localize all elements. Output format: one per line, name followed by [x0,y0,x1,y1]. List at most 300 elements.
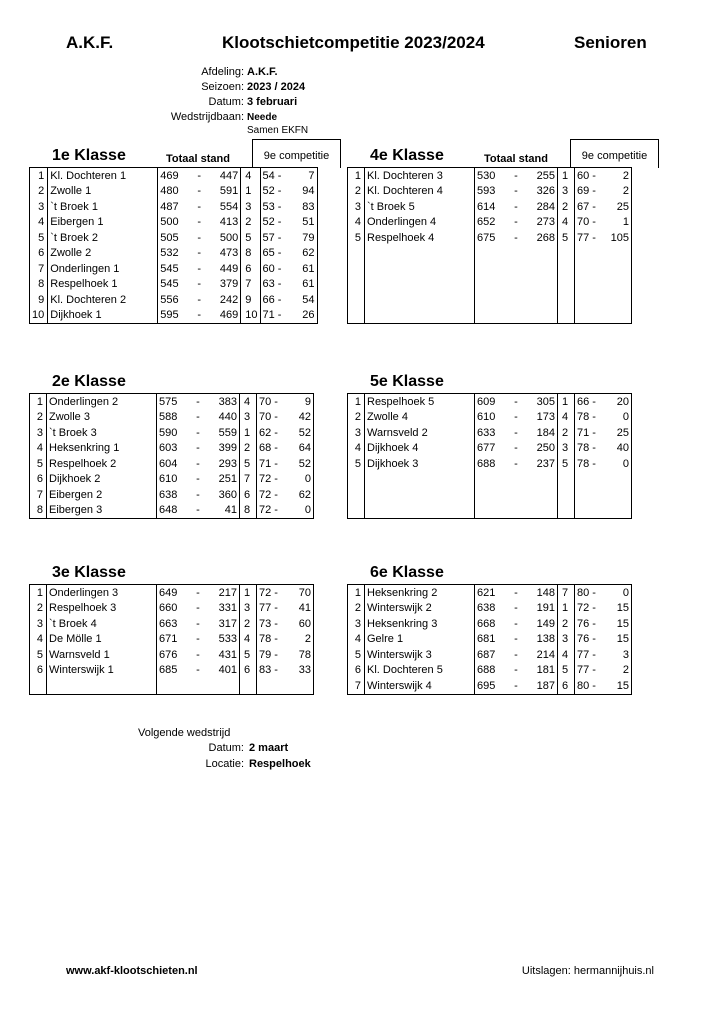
team-name-cell: De Mölle 1 [47,632,157,648]
total-sep-cell: - [196,586,200,599]
comp-for-cell: 78 - [259,633,278,646]
table-row [348,425,632,441]
comp-against-cell: 40 [605,441,632,457]
comp-against-cell: 25 [605,199,632,215]
table-row [348,503,632,519]
comp-rank-cell: 4 [558,410,575,426]
table-row [30,261,318,277]
team-name-cell [365,292,475,308]
team-name-cell: Eibergen 1 [48,215,158,231]
comp-against-cell: 60 [287,616,314,632]
comp-against-cell: 0 [605,585,632,601]
comp-for-cell: 57 - [262,231,282,244]
comp-for-cell: 52 - [262,216,282,229]
total-against-cell: 191 [522,601,558,617]
total-sep-cell: - [197,262,202,275]
comp-for-cell [575,472,606,488]
comp-against-cell [605,503,632,519]
table-row [348,308,632,324]
comp-for-cell: 63 - [262,278,282,291]
table-row [30,585,314,601]
team-name-cell: Zwolle 1 [48,184,158,200]
total-against-cell: 326 [522,184,558,200]
total-against-cell: 187 [522,678,558,694]
total-for-cell: 621 [477,586,496,599]
rank-cell: 2 [348,410,365,426]
total-against-cell: 500 [205,230,241,246]
table-row [348,601,632,617]
rank-cell: 1 [30,168,48,184]
total-sep-cell: - [196,617,200,630]
comp-against-cell: 94 [291,184,318,200]
table-row [30,184,318,200]
total-against-cell [522,487,558,503]
rank-cell: 5 [30,230,48,246]
comp-for-cell: 77 - [577,648,596,661]
total-sep-cell: - [514,442,518,455]
klasse-title: 3e Klasse [52,564,126,581]
team-name-cell: Onderlingen 1 [48,261,158,277]
comp-rank-cell: 2 [241,215,260,231]
total-sep-cell: - [196,473,200,486]
comp-against-cell: 2 [605,663,632,679]
rank-cell: 5 [30,456,47,472]
comp-against-cell: 62 [291,246,318,262]
comp-rank-cell [240,678,257,694]
comp-for-cell: 70 - [259,411,278,424]
table-row [30,647,314,663]
comp-for-cell: 77 - [259,602,278,615]
next-location: Respelhoek [249,758,311,770]
comp-rank-cell: 2 [240,616,257,632]
total-for-cell: 648 [159,504,178,517]
rank-cell: 9 [30,292,48,308]
comp-rank-cell: 6 [240,487,257,503]
rank-cell [348,487,365,503]
total-for-cell: 688 [477,664,496,677]
total-against-cell: 413 [205,215,241,231]
comp-rank-cell: 5 [558,230,575,246]
total-sep-cell: - [514,457,518,470]
comp-rank-cell: 3 [558,632,575,648]
rank-cell: 8 [30,277,48,293]
table-row [30,487,314,503]
comp-against-cell: 15 [605,678,632,694]
total-for-cell: 610 [477,411,496,424]
comp-rank-cell: 7 [558,585,575,601]
total-for-cell: 480 [160,185,179,198]
comp-for-cell: 79 - [259,648,278,661]
rank-cell: 1 [30,585,47,601]
team-name-cell: Dijkhoek 2 [47,472,157,488]
total-against-cell: 293 [204,456,240,472]
total-for-cell: 530 [477,169,496,182]
competitie-header: 9e competitie [570,139,659,168]
info-value: 3 februari [247,96,298,108]
total-against-cell [204,678,240,694]
comp-rank-cell [558,277,575,293]
total-sep-cell [510,292,522,308]
comp-against-cell [605,487,632,503]
comp-for-cell: 73 - [259,617,278,630]
table-row [30,215,318,231]
team-name-cell [47,678,157,694]
total-sep-cell: - [514,169,518,182]
klasse-title: 5e Klasse [370,373,444,390]
total-sep-cell: - [514,426,518,439]
total-sep-cell: - [196,504,200,517]
category-title: Senioren [574,33,647,52]
website-link[interactable]: www.akf-klootschieten.nl [66,965,198,977]
table-row [30,246,318,262]
table-row [30,678,314,694]
comp-for-cell: 72 - [259,473,278,486]
total-for-cell: 593 [477,185,496,198]
table-row [30,456,314,472]
rank-cell: 2 [30,184,48,200]
comp-rank-cell: 7 [241,277,260,293]
table-row [30,425,314,441]
comp-for-cell: 69 - [577,185,596,198]
total-against-cell: 447 [205,168,241,184]
team-name-cell: Zwolle 2 [48,246,158,262]
total-against-cell: 379 [205,277,241,293]
table-row [348,678,632,694]
comp-for-cell: 67 - [577,200,596,213]
total-for-cell: 687 [477,648,496,661]
total-for-cell: 660 [159,602,178,615]
comp-rank-cell [558,487,575,503]
comp-against-cell: 42 [287,410,314,426]
total-for-cell: 487 [160,200,179,213]
next-match-title: Volgende wedstrijd [138,727,231,739]
comp-for-cell [575,261,606,277]
total-against-cell: 284 [522,199,558,215]
total-against-cell: 401 [204,663,240,679]
table-row [348,616,632,632]
totaal-stand-header: Totaal stand [166,153,230,165]
table-row [348,277,632,293]
comp-against-cell: 105 [605,230,632,246]
total-sep-cell: - [196,648,200,661]
team-name-cell: `t Broek 2 [48,230,158,246]
total-sep-cell: - [514,617,518,630]
rank-cell [348,292,365,308]
rank-cell: 4 [348,632,365,648]
total-sep-cell: - [197,231,202,244]
team-name-cell: Warnsveld 1 [47,647,157,663]
total-for-cell: 500 [160,216,179,229]
comp-against-cell [287,678,314,694]
comp-rank-cell: 5 [241,230,260,246]
standings-table [347,584,632,695]
total-for-cell: 469 [160,169,179,182]
total-sep-cell: - [197,200,202,213]
comp-against-cell: 33 [287,663,314,679]
team-name-cell: Respelhoek 1 [48,277,158,293]
comp-rank-cell: 1 [241,184,260,200]
comp-for-cell: 78 - [577,457,596,470]
total-against-cell: 440 [204,410,240,426]
total-sep-cell: - [514,216,518,229]
rank-cell: 8 [30,503,47,519]
klasse-title: 1e Klasse [52,147,126,164]
rank-cell: 2 [30,410,47,426]
comp-for-cell: 60 - [262,262,282,275]
total-against-cell [522,472,558,488]
comp-rank-cell: 3 [240,601,257,617]
total-sep-cell [510,308,522,324]
total-sep-cell: - [197,169,202,182]
rank-cell: 7 [30,487,47,503]
total-sep-cell [510,487,522,503]
comp-for-cell [575,246,606,262]
rank-cell [348,472,365,488]
comp-rank-cell: 8 [240,503,257,519]
comp-for-cell: 62 - [259,426,278,439]
comp-against-cell: 64 [287,441,314,457]
total-against-cell [522,277,558,293]
total-against-cell: 473 [205,246,241,262]
table-row [30,503,314,519]
comp-rank-cell [558,292,575,308]
info-label: Afdeling: [201,66,244,78]
team-name-cell: Kl. Dochteren 1 [48,168,158,184]
team-name-cell: Winterswijk 3 [365,647,475,663]
team-name-cell [365,246,475,262]
team-name-cell: Zwolle 3 [47,410,157,426]
total-for-cell: 505 [160,231,179,244]
total-for-cell: 685 [159,664,178,677]
comp-for-cell: 72 - [259,488,278,501]
total-against-cell: 250 [522,441,558,457]
total-for-cell: 663 [159,617,178,630]
rank-cell: 3 [348,425,365,441]
comp-rank-cell: 3 [240,410,257,426]
info-value: Samen EKFN [247,125,309,136]
total-against-cell: 148 [522,585,558,601]
total-for-cell [475,277,511,293]
total-sep-cell: - [196,602,200,615]
total-against-cell: 305 [522,394,558,410]
rank-cell: 3 [348,616,365,632]
table-row [30,199,318,215]
team-name-cell: Kl. Dochteren 2 [48,292,158,308]
comp-against-cell: 54 [291,292,318,308]
rank-cell [348,246,365,262]
rank-cell: 1 [348,394,365,410]
total-for-cell: 588 [159,411,178,424]
team-name-cell [365,472,475,488]
rank-cell: 3 [30,616,47,632]
comp-for-cell: 68 - [259,442,278,455]
next-date: 2 maart [249,742,289,754]
total-against-cell: 138 [522,632,558,648]
comp-rank-cell: 6 [240,663,257,679]
table-row [348,487,632,503]
comp-rank-cell: 5 [558,663,575,679]
comp-for-cell: 83 - [259,664,278,677]
rank-cell: 7 [30,261,48,277]
total-sep-cell: - [514,633,518,646]
total-sep-cell: - [196,633,200,646]
rank-cell: 1 [348,168,365,184]
total-against-cell: 242 [205,292,241,308]
team-name-cell: Gelre 1 [365,632,475,648]
total-sep-cell [510,246,522,262]
rank-cell: 1 [30,394,47,410]
comp-rank-cell: 4 [558,647,575,663]
comp-rank-cell: 10 [241,308,260,324]
total-for-cell [475,261,511,277]
comp-against-cell: 15 [605,632,632,648]
comp-rank-cell: 8 [241,246,260,262]
comp-against-cell: 25 [605,425,632,441]
org-title: A.K.F. [66,33,114,52]
total-for-cell: 575 [159,395,178,408]
comp-rank-cell: 4 [240,394,257,410]
total-for-cell [475,308,511,324]
comp-for-cell: 54 - [262,169,282,182]
table-row [30,441,314,457]
comp-against-cell [605,292,632,308]
team-name-cell: Eibergen 3 [47,503,157,519]
comp-rank-cell [558,246,575,262]
comp-for-cell: 65 - [262,247,282,260]
comp-against-cell: 41 [287,601,314,617]
comp-rank-cell: 7 [240,472,257,488]
info-label: Wedstrijdbaan: [170,111,244,123]
comp-for-cell [575,308,606,324]
total-against-cell: 237 [522,456,558,472]
total-against-cell: 559 [204,425,240,441]
total-against-cell: 149 [522,616,558,632]
comp-for-cell: 70 - [577,216,596,229]
comp-rank-cell: 5 [558,456,575,472]
total-for-cell: 545 [160,262,179,275]
team-name-cell [365,487,475,503]
table-row [30,168,318,184]
table-row [30,616,314,632]
rank-cell: 2 [348,601,365,617]
total-against-cell [522,246,558,262]
team-name-cell [365,261,475,277]
comp-rank-cell: 2 [240,441,257,457]
total-sep-cell: - [197,293,202,306]
comp-for-cell: 52 - [262,185,282,198]
table-row [348,168,632,184]
standings-table [347,167,632,324]
rank-cell: 6 [348,663,365,679]
team-name-cell: Onderlingen 3 [47,585,157,601]
comp-rank-cell: 2 [558,425,575,441]
comp-for-cell: 71 - [577,426,596,439]
total-for-cell: 671 [159,633,178,646]
total-against-cell: 533 [204,632,240,648]
total-sep-cell [192,678,204,694]
standings-table [29,584,314,695]
totaal-stand-header: Totaal stand [484,153,548,165]
team-name-cell: `t Broek 1 [48,199,158,215]
comp-against-cell: 51 [291,215,318,231]
comp-for-cell [257,678,288,694]
table-row [348,632,632,648]
comp-against-cell: 9 [287,394,314,410]
total-against-cell: 554 [205,199,241,215]
rank-cell: 10 [30,308,48,324]
total-for-cell: 590 [159,426,178,439]
table-row [30,277,318,293]
comp-against-cell [605,308,632,324]
comp-against-cell [605,246,632,262]
rank-cell: 6 [30,663,47,679]
team-name-cell [365,503,475,519]
standings-table [29,167,318,324]
comp-rank-cell: 1 [558,168,575,184]
total-against-cell: 317 [204,616,240,632]
team-name-cell: Heksenkring 3 [365,616,475,632]
klasse-title: 4e Klasse [370,147,444,164]
next-match [0,726,717,776]
klasse-title: 6e Klasse [370,564,444,581]
total-against-cell: 41 [204,503,240,519]
table-row [348,292,632,308]
total-for-cell: 676 [159,648,178,661]
comp-rank-cell: 2 [558,616,575,632]
rank-cell: 5 [348,647,365,663]
comp-against-cell: 2 [605,168,632,184]
comp-against-cell: 52 [287,425,314,441]
total-sep-cell: - [514,411,518,424]
team-name-cell: Dijkhoek 4 [365,441,475,457]
team-name-cell: `t Broek 5 [365,199,475,215]
table-row [30,472,314,488]
rank-cell [348,261,365,277]
total-sep-cell [510,261,522,277]
rank-cell: 1 [348,585,365,601]
total-sep-cell: - [514,395,518,408]
info-block [0,65,717,145]
total-for-cell: 638 [159,488,178,501]
total-sep-cell: - [197,185,202,198]
rank-cell: 6 [30,472,47,488]
page-title: Klootschietcompetitie 2023/2024 [222,33,485,52]
total-against-cell: 251 [204,472,240,488]
rank-cell: 5 [30,647,47,663]
total-sep-cell: - [196,457,200,470]
team-name-cell: Warnsveld 2 [365,425,475,441]
total-against-cell: 331 [204,601,240,617]
comp-rank-cell: 1 [558,394,575,410]
comp-against-cell [605,261,632,277]
table-row [30,394,314,410]
total-for-cell: 638 [477,602,496,615]
comp-against-cell: 52 [287,456,314,472]
team-name-cell: `t Broek 3 [47,425,157,441]
total-sep-cell: - [514,648,518,661]
comp-rank-cell [558,308,575,324]
total-for-cell [157,678,193,694]
team-name-cell: Winterswijk 4 [365,678,475,694]
next-location-label: Locatie: [205,758,244,770]
comp-rank-cell: 5 [240,647,257,663]
total-sep-cell: - [196,488,200,501]
comp-for-cell: 78 - [577,411,596,424]
team-name-cell: Onderlingen 4 [365,215,475,231]
comp-for-cell [575,503,606,519]
total-against-cell: 591 [205,184,241,200]
total-for-cell: 649 [159,586,178,599]
